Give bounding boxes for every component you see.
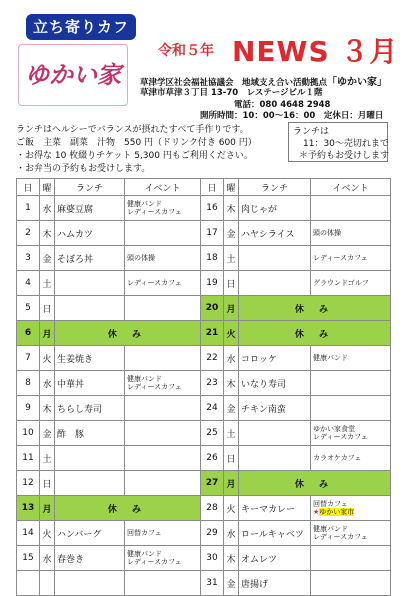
weekday: 土: [40, 446, 55, 471]
lunch-menu: [239, 271, 311, 296]
event-cell: [311, 246, 391, 271]
event-item: レディースカフェ: [313, 254, 368, 262]
closed-label: 休 み: [55, 321, 201, 346]
header-event: イベント: [311, 179, 391, 196]
calendar-row: [17, 571, 391, 596]
event-cell: [125, 371, 201, 396]
event-cell: [311, 271, 391, 296]
day-number: 3: [17, 246, 40, 271]
calendar-row: [17, 496, 391, 521]
weekday: 火: [224, 321, 239, 346]
weekday: 水: [224, 346, 239, 371]
weekday: 月: [224, 296, 239, 321]
lunch-menu: ハヤシライス: [239, 221, 311, 246]
calendar-row: [17, 271, 391, 296]
weekday: 金: [224, 221, 239, 246]
day-number: 15: [17, 546, 40, 571]
event-cell: [125, 271, 201, 296]
org-prefix: 草津学区社会福祉協議会 地域支え合い活動拠点: [140, 78, 328, 88]
notice-line: ご飯 主菜 副菜 汁物 550 円（ドリンク付き 600 円）: [16, 138, 257, 148]
day-number: 4: [17, 271, 40, 296]
day-number: 1: [17, 196, 40, 221]
market-highlight: ゆかい家市: [319, 508, 355, 516]
event-cell: [125, 546, 201, 571]
event-item: レディースカフェ: [313, 533, 368, 541]
closed-label: 休 み: [239, 471, 391, 496]
notice-line: ランチはヘルシーでバランスが摂れたすべて手作りです。: [16, 125, 249, 135]
calendar-row: [17, 546, 391, 571]
calendar-row: [17, 321, 391, 346]
day-number: [17, 571, 40, 596]
weekday: 木: [40, 221, 55, 246]
yukaiya-logo: [18, 44, 128, 106]
event-cell: [311, 221, 391, 246]
header-lunch: ランチ: [55, 179, 125, 196]
weekday: 月: [40, 321, 55, 346]
star-icon: ★: [313, 508, 320, 516]
lunch-menu: [55, 471, 125, 496]
event-cell: [125, 521, 201, 546]
event-item: 頭の体操: [313, 229, 341, 237]
calendar-row: [17, 521, 391, 546]
day-number: 6: [17, 321, 40, 346]
event-cell: [125, 471, 201, 496]
day-number: 11: [17, 446, 40, 471]
day-number: 12: [17, 471, 40, 496]
day-number: 28: [201, 496, 224, 521]
weekday: 水: [40, 196, 55, 221]
closed-label: 休 み: [239, 321, 391, 346]
event-item: 回替カフェ: [313, 500, 348, 508]
event-cell: [125, 421, 201, 446]
day-number: 30: [201, 546, 224, 571]
header: [0, 0, 404, 121]
event-item: 頭の体操: [127, 254, 155, 262]
weekday: 日: [224, 271, 239, 296]
header-weekday: 曜: [224, 179, 239, 196]
lunch-menu: ハムカツ: [55, 221, 125, 246]
calendar-header-row: [17, 179, 391, 196]
lunch-menu: ちらし寿司: [55, 396, 125, 421]
lunch-menu: 酢 豚: [55, 421, 125, 446]
event-item: レディースカフェ: [127, 383, 182, 391]
weekday: 木: [224, 196, 239, 221]
weekday: 木: [40, 396, 55, 421]
lunch-notice: [16, 124, 257, 176]
event-cell: [311, 571, 391, 596]
day-number: 10: [17, 421, 40, 446]
weekday: 金: [40, 246, 55, 271]
day-number: 24: [201, 396, 224, 421]
day-number: 27: [201, 471, 224, 496]
weekday: 日: [40, 471, 55, 496]
calendar-row: [17, 396, 391, 421]
lunch-menu: [55, 296, 125, 321]
event-cell: [311, 346, 391, 371]
calendar-row: [17, 446, 391, 471]
calendar-row: [17, 296, 391, 321]
event-cell: [125, 221, 201, 246]
calendar-row: [17, 196, 391, 221]
header-lunch: ランチ: [239, 179, 311, 196]
day-number: 23: [201, 371, 224, 396]
weekday: 木: [224, 546, 239, 571]
weekday: 火: [224, 496, 239, 521]
day-number: 17: [201, 221, 224, 246]
lunch-menu: [55, 271, 125, 296]
event-cell: [125, 196, 201, 221]
weekday: 木: [224, 371, 239, 396]
event-item: レディースカフェ: [127, 208, 182, 216]
lunch-menu: ロールキャベツ: [239, 521, 311, 546]
event-item: カラオケカフェ: [313, 454, 362, 462]
weekday: 金: [224, 571, 239, 596]
event-cell: [125, 246, 201, 271]
lunch-menu: いなり寿司: [239, 371, 311, 396]
weekday: 日: [224, 446, 239, 471]
day-number: 2: [17, 221, 40, 246]
event-item: ゆかい家食堂: [313, 425, 355, 433]
event-item: [313, 508, 388, 516]
lunch-menu: [239, 421, 311, 446]
weekday: 金: [40, 421, 55, 446]
header-event: イベント: [125, 179, 201, 196]
lunch-menu: キーマカレー: [239, 496, 311, 521]
event-cell: [311, 496, 391, 521]
event-cell: [125, 571, 201, 596]
lunch-menu: 麻婆豆腐: [55, 196, 125, 221]
weekday: 水: [40, 546, 55, 571]
day-number: 13: [17, 496, 40, 521]
day-number: 22: [201, 346, 224, 371]
day-number: 21: [201, 321, 224, 346]
org-name: 「ゆかい家」: [327, 77, 388, 88]
calendar-row: [17, 246, 391, 271]
event-cell: [311, 446, 391, 471]
day-number: 20: [201, 296, 224, 321]
event-cell: [311, 196, 391, 221]
lunch-menu: [239, 446, 311, 471]
day-number: 19: [201, 271, 224, 296]
weekday: 月: [224, 471, 239, 496]
event-item: グラウンドゴルフ: [313, 279, 369, 287]
event-item: レディースカフェ: [127, 279, 182, 287]
weekday: 火: [40, 521, 55, 546]
lunch-menu: [55, 446, 125, 471]
lunch-menu: 春巻き: [55, 546, 125, 571]
closed-label: 休 み: [239, 296, 391, 321]
day-number: 5: [17, 296, 40, 321]
event-item: 健康パンド: [127, 375, 162, 383]
closed-label: 休 み: [55, 496, 201, 521]
event-item: 回替カフェ: [127, 529, 162, 537]
lunch-menu: コロッケ: [239, 346, 311, 371]
event-cell: [125, 396, 201, 421]
day-number: 14: [17, 521, 40, 546]
day-number: 9: [17, 396, 40, 421]
calendar-row: [17, 221, 391, 246]
lunch-menu: [239, 246, 311, 271]
event-cell: [311, 396, 391, 421]
lunch-menu: 生姜焼き: [55, 346, 125, 371]
lunch-hours-box: [288, 122, 388, 162]
lunch-menu: 中華丼: [55, 371, 125, 396]
org-address: 草津市草津３丁目 13-70 レステージビル１階: [140, 88, 323, 98]
weekday: [40, 571, 55, 596]
lunch-menu: ハンバーグ: [55, 521, 125, 546]
lunch-menu: 唐揚げ: [239, 571, 311, 596]
day-number: 18: [201, 246, 224, 271]
event-cell: [311, 521, 391, 546]
event-cell: [311, 421, 391, 446]
event-cell: [311, 546, 391, 571]
lunch-menu: [55, 571, 125, 596]
logo-text: ゆかい家: [25, 60, 121, 89]
calendar-row: [17, 346, 391, 371]
day-number: 16: [201, 196, 224, 221]
lunch-menu: オムレツ: [239, 546, 311, 571]
event-item: 健康パンド: [313, 525, 348, 533]
notice-line: ・お弁当の予約もお受けします。: [16, 164, 151, 174]
event-cell: [125, 296, 201, 321]
event-item: 健康パンド: [127, 550, 162, 558]
lunch-menu: そぼろ丼: [55, 246, 125, 271]
hours-line: ＊予約もお受けします: [299, 151, 390, 161]
calendar-row: [17, 421, 391, 446]
day-number: 31: [201, 571, 224, 596]
event-cell: [125, 346, 201, 371]
event-item: レディースカフェ: [313, 433, 368, 441]
org-phone: 電話：080 4648 2948: [234, 100, 331, 110]
day-number: 25: [201, 421, 224, 446]
hours-line: ランチは: [293, 127, 330, 137]
weekday: 水: [40, 371, 55, 396]
calendar-row: [17, 371, 391, 396]
header-weekday: 曜: [40, 179, 55, 196]
event-cell: [125, 446, 201, 471]
day-number: 8: [17, 371, 40, 396]
event-item: レディースカフェ: [127, 558, 182, 566]
event-cell: [311, 371, 391, 396]
event-item: 健康パンド: [127, 200, 162, 208]
news-title: NEWS ３月: [232, 35, 399, 68]
weekday: 土: [224, 246, 239, 271]
weekday: 火: [40, 346, 55, 371]
org-hours: 開所時間：10：00～16：00 定休日：月曜日: [200, 111, 384, 121]
day-number: 7: [17, 346, 40, 371]
weekday: 日: [40, 296, 55, 321]
hours-line: 11：30～売切れまで: [303, 139, 389, 149]
era-label: 令和５年: [158, 43, 214, 59]
weekday: 金: [224, 396, 239, 421]
lunch-menu: 肉じゃが: [239, 196, 311, 221]
event-item: 健康パンド: [313, 354, 348, 362]
notice-line: ・お得な 10 枚綴りチケット 5,300 円もご利用ください。: [16, 151, 253, 161]
header-day: 日: [17, 179, 40, 196]
calendar-row: [17, 471, 391, 496]
weekday: 月: [40, 496, 55, 521]
lunch-menu: チキン南蛮: [239, 396, 311, 421]
calendar-table: [16, 178, 391, 596]
day-number: 26: [201, 446, 224, 471]
cafe-banner: 立ち寄りカフ: [26, 14, 136, 40]
weekday: 水: [224, 521, 239, 546]
weekday: 土: [224, 421, 239, 446]
header-day: 日: [201, 179, 224, 196]
day-number: 29: [201, 521, 224, 546]
weekday: 土: [40, 271, 55, 296]
